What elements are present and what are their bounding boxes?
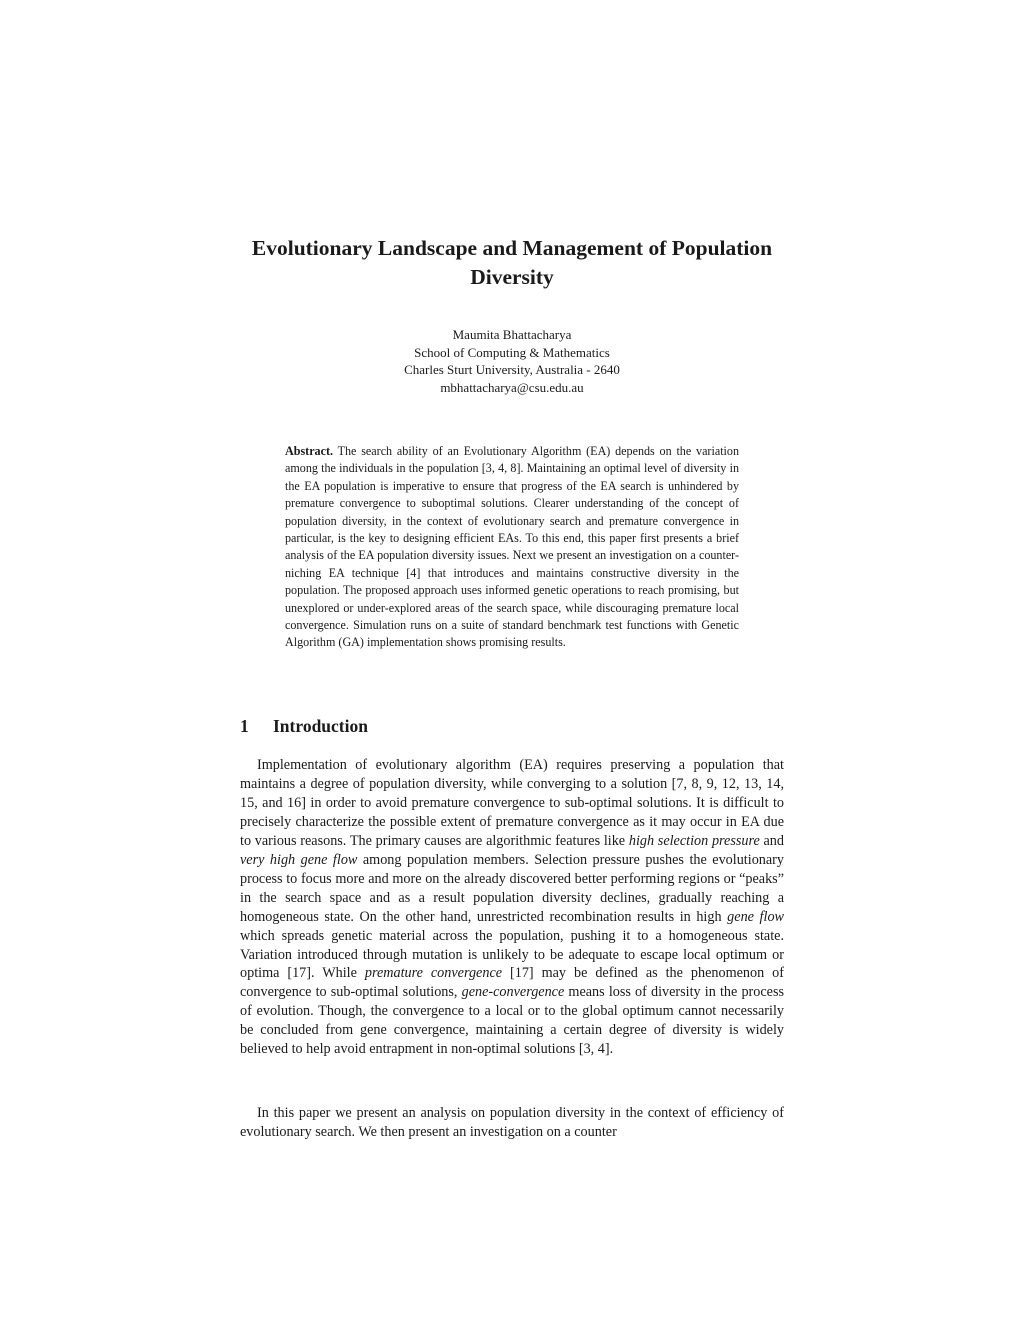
- author-block: [240, 326, 784, 396]
- section-title: Introduction: [273, 716, 368, 736]
- author-department: School of Computing & Mathematics: [414, 344, 610, 360]
- author-email: mbhattacharya@csu.edu.au: [440, 379, 584, 395]
- abstract-text: The search ability of an Evolutionary Algorithm (EA) depends on the variation among the individuals in the population [3, 4, 8]. Maintaining an optimal level of diversity in the EA population is imperative to ensure that progress of the EA search is unhindered by premature convergence to suboptimal solutions. Clearer understanding of the concept of population diversity, in the context of evolutionary search and premature convergence in particular, is the key to designing efficient EAs. To this end, this paper first presents a brief analysis of the EA population diversity issues. Next we present an investigation on a counter-niching EA technique [4] that introduces and maintains constructive diversity in the population. The proposed approach uses informed genetic operations to reach promising, but unexplored or under-explored areas of the search space, while discouraging premature local convergence. Simulation runs on a suite of standard benchmark test functions with Genetic Algorithm (GA) implementation shows promising results.: [285, 444, 740, 650]
- section-number: 1: [240, 716, 249, 736]
- text-run: means loss of diversity in the process of evolution. Though, the convergence to a local or to the global optimum cannot necessarily be concluded from gene convergence, maintaining a certain degree of diversity is widely believed to help avoid entrapment in non-optimal solutions [3, 4].: [240, 984, 784, 1058]
- author-name: Maumita Bhattacharya: [452, 327, 572, 342]
- emphasis-premature-convergence: premature convergence: [364, 965, 503, 982]
- text-run: [17] may be defined as the phenomenon of convergence to sub-optimal solutions,: [240, 965, 784, 1001]
- text-run: Implementation of evolutionary algorithm (EA) requires preserving a population that maintains a degree of population diversity, while converging to a solution [7, 8, 9, 12, 13, 14, 15, and 16] in order to avoid premature convergence to sub-optimal solutions. It is difficult to precisely characterize the possible extent of premature convergence as it may occur in EA due to various reasons. The primary causes are algorithmic features like: [240, 757, 784, 849]
- abstract: [285, 443, 739, 652]
- text-run: which spreads genetic material across the population, pushing it to a homogeneous state. Variation introduced through mutation is unlikely to be adequate to escape local optimum or optima [17]. While: [240, 927, 784, 982]
- emphasis-gene-convergence: gene-convergence: [461, 984, 565, 1001]
- emphasis-high-selection-pressure: high selection pressure: [628, 832, 760, 849]
- section-heading-introduction: [240, 715, 368, 737]
- author-institution: Charles Sturt University, Australia - 2640: [404, 362, 620, 378]
- abstract-label: Abstract.: [285, 444, 334, 458]
- text-run: among population members. Selection pressure pushes the evolutionary process to focus more and more on the already discovered better performing regions or “peaks” in the search space and as a result population diversity declines, gradually reaching a homogeneous state. On the other hand, unrestricted recombination results in high: [240, 851, 784, 925]
- text-run: and: [759, 832, 784, 849]
- intro-paragraph-1: [240, 756, 784, 1059]
- intro-paragraph-2: In this paper we present an analysis on population diversity in the context of efficiency of evolutionary search. We then present an investigation on a counter: [240, 1105, 784, 1140]
- paper-title: Evolutionary Landscape and Management of Population Diversity: [251, 236, 773, 289]
- emphasis-very-high-gene-flow: very high gene flow: [240, 851, 358, 868]
- emphasis-gene-flow: gene flow: [727, 908, 784, 925]
